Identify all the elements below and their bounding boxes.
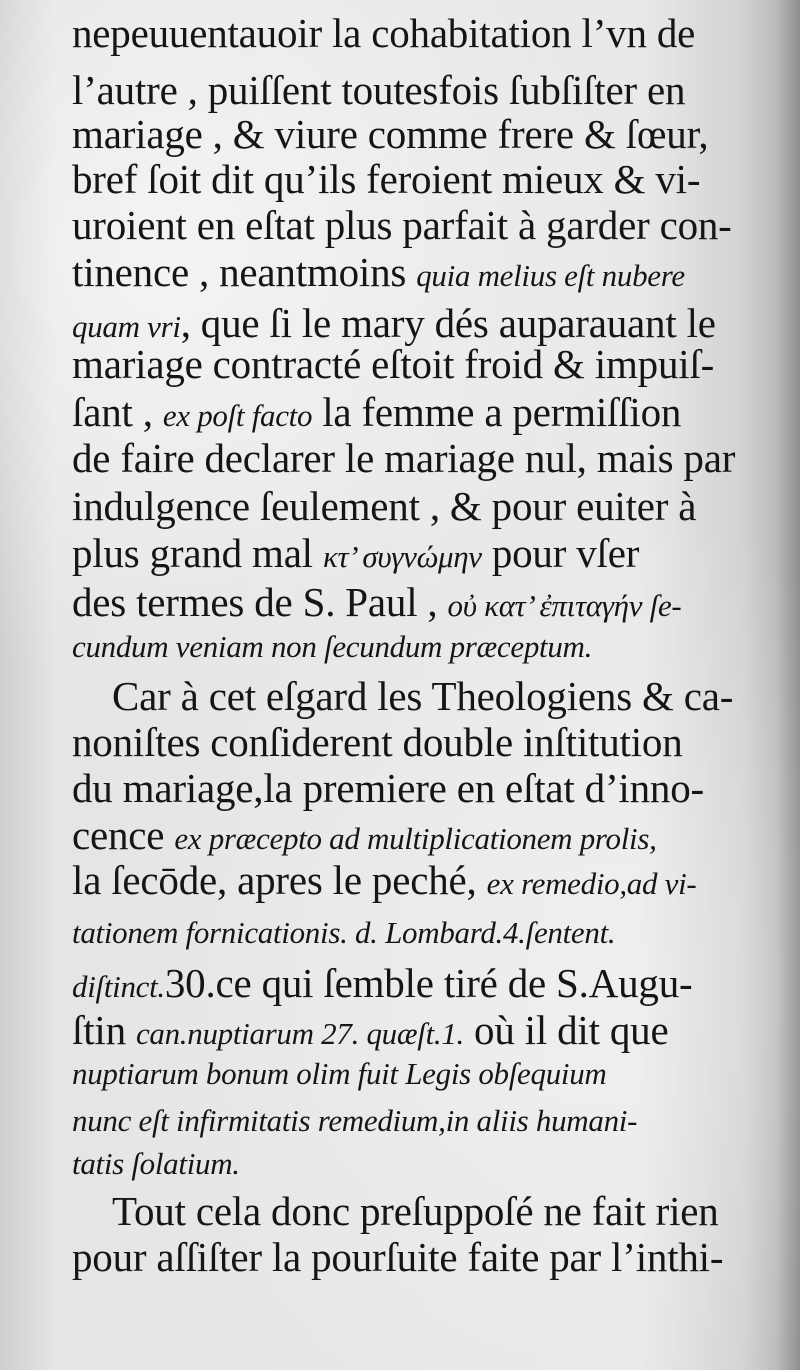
text-line-16: noniſtes conſiderent double inſtitution: [72, 719, 683, 765]
text-line-13-latin-end: ſe-: [642, 588, 682, 623]
text-line-13: [72, 579, 682, 625]
text-line-12-greek: κτ’ συγνώμην: [322, 539, 482, 574]
text-line-2: l’autre , puiſſent toutesfois ſubſiſter en: [72, 67, 686, 113]
text-line-11: indulgence ſeulement , & pour euiter à: [72, 483, 697, 529]
text-line-27: pour aſſiſter la pourſuite faite par l’inthi-: [72, 1234, 724, 1280]
text-line-25: tatis ſolatium.: [72, 1146, 240, 1181]
text-line-22-latin: can.nuptiarum 27. quæſt.1.: [135, 1016, 464, 1051]
text-line-3: mariage , & viure comme frere & ſœur,: [72, 111, 709, 157]
text-line-12-roman-start: plus grand mal: [72, 530, 323, 576]
text-line-12: [72, 530, 640, 576]
text-line-18-roman: cence: [72, 812, 175, 858]
text-line-21-latin: diſtinct.: [72, 969, 165, 1004]
text-line-8: mariage contracté eſtoit froid & impuiſ-: [72, 341, 715, 387]
text-line-21: [72, 960, 693, 1006]
text-line-13-roman-start: des termes de S. Paul ,: [72, 579, 448, 625]
text-line-12-roman-end: pour vſer: [481, 530, 640, 576]
text-line-19-roman: la ſecōde, apres le peché,: [72, 857, 487, 903]
text-line-22: [72, 1007, 669, 1053]
text-line-9: [72, 389, 682, 435]
text-line-18: [72, 812, 657, 858]
text-line-19-latin: ex remedio,ad vi-: [486, 866, 697, 901]
text-line-19: [72, 857, 697, 903]
text-line-17: du mariage,la premiere en eſtat d’inno-: [72, 765, 704, 811]
text-line-24: nunc eſt infirmitatis remedium,in aliis humani-: [72, 1103, 638, 1138]
text-line-5: uroient en eſtat plus parfait à garder con-: [72, 202, 732, 248]
text-line-7-roman: , que ſi le mary dés auparauant le: [180, 300, 716, 346]
text-line-13-greek: οὐ κατ’ ἐπιταγήν: [447, 588, 643, 623]
text-line-21-roman: 30.ce qui ſemble tiré de S.Augu-: [164, 960, 693, 1006]
text-line-23: nuptiarum bonum olim fuit Legis obſequium: [72, 1056, 607, 1091]
text-line-26: Tout cela donc preſuppoſé ne fait rien: [112, 1188, 719, 1234]
text-line-9-latin: ex poſt facto: [162, 398, 313, 433]
text-line-10: de faire declarer le mariage nul, mais par: [72, 435, 736, 481]
text-line-6: [72, 249, 685, 295]
text-line-9-roman-end: la femme a permiſſion: [312, 389, 682, 435]
text-line-1: nepeuuentauoir la cohabitation l’vn de: [72, 10, 696, 56]
text-line-6-roman: tinence , neantmoins: [72, 249, 417, 295]
text-line-9-roman-start: ſant ,: [72, 389, 163, 435]
text-line-7-latin: quam vri: [72, 309, 181, 344]
text-line-22-roman-start: ſtin: [72, 1007, 136, 1053]
text-line-7: [72, 300, 716, 346]
text-line-15: Car à cet eſgard les Theologiens & ca-: [112, 673, 734, 719]
text-line-22-roman-end: où il dit que: [463, 1007, 669, 1053]
page-edge-shadow: [776, 0, 800, 1370]
text-line-14: cundum veniam non ſecundum præceptum.: [72, 629, 593, 664]
text-line-4: bref ſoit dit qu’ils feroient mieux & vi-: [72, 156, 701, 202]
text-line-6-latin: quia melius eſt nubere: [416, 258, 685, 293]
text-line-18-latin: ex præcepto ad multiplicationem prolis,: [174, 821, 657, 856]
text-line-20: tationem fornicationis. d. Lombard.4.ſentent.: [72, 915, 616, 950]
